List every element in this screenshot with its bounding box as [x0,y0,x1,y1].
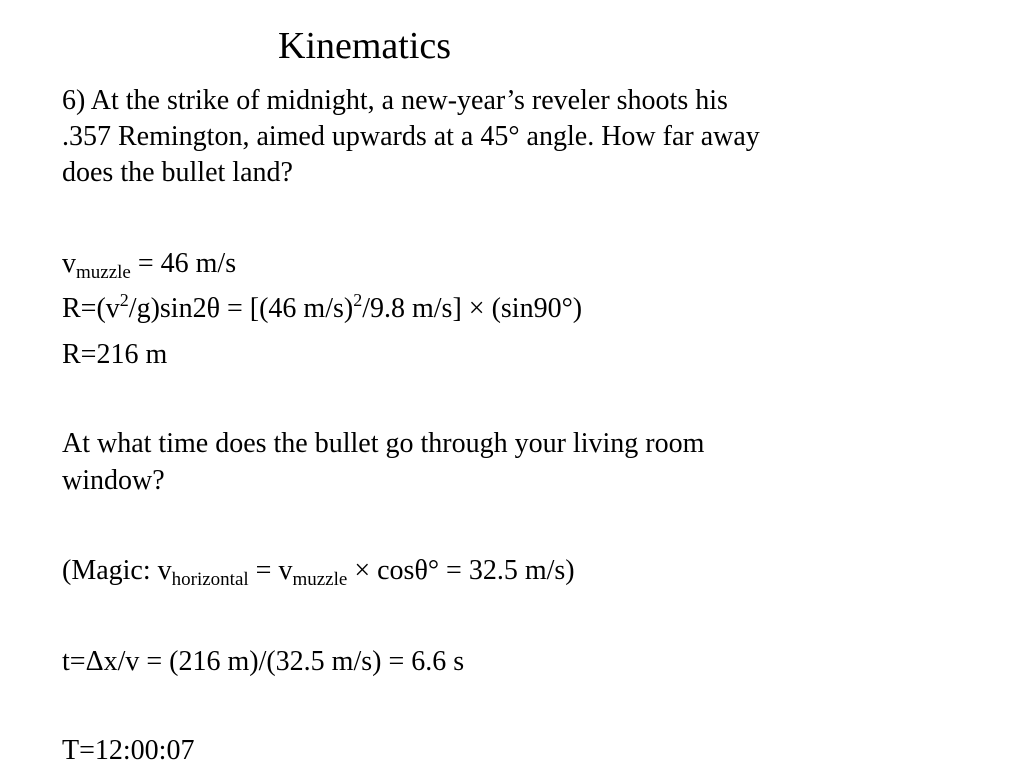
muzzle-velocity-subscript: muzzle [76,262,131,283]
range-formula-exponent-2: 2 [353,290,363,310]
range-formula-part-2: /g)sin2θ = [(46 m/s) [128,293,354,324]
question2-line-2: window? [62,465,165,496]
magic-line [62,553,575,589]
magic-part-1: (Magic: v [62,555,172,586]
question-line-1: 6) At the strike of midnight, a new-year’s reveler shoots his [62,85,728,116]
time-result-line: T=12:00:07 [62,735,195,766]
question2-line-1: At what time does the bullet go through your living room [62,428,705,459]
magic-part-3: × cosθ° = 32.5 m/s) [347,555,575,586]
time-formula-line: t=Δx/v = (216 m)/(32.5 m/s) = 6.6 s [62,646,465,677]
range-formula-part-3: /9.8 m/s] × (sin90°) [362,293,583,324]
range-formula-line [62,291,582,327]
magic-part-2: = v [248,555,293,586]
question-line-3: does the bullet land? [62,157,293,188]
magic-subscript-horizontal: horizontal [171,569,249,590]
range-result-line: R=216 m [62,339,168,370]
magic-subscript-muzzle: muzzle [292,569,348,590]
question-line-2: .357 Remington, aimed upwards at a 45° angle. How far away [62,121,760,152]
range-formula-part-1: R=(v [62,293,120,324]
muzzle-velocity-line [62,246,236,282]
range-formula-exponent-1: 2 [119,290,129,310]
muzzle-velocity-symbol: v [62,248,76,279]
muzzle-velocity-value: = 46 m/s [130,248,237,279]
slide-title: Kinematics [278,25,452,67]
